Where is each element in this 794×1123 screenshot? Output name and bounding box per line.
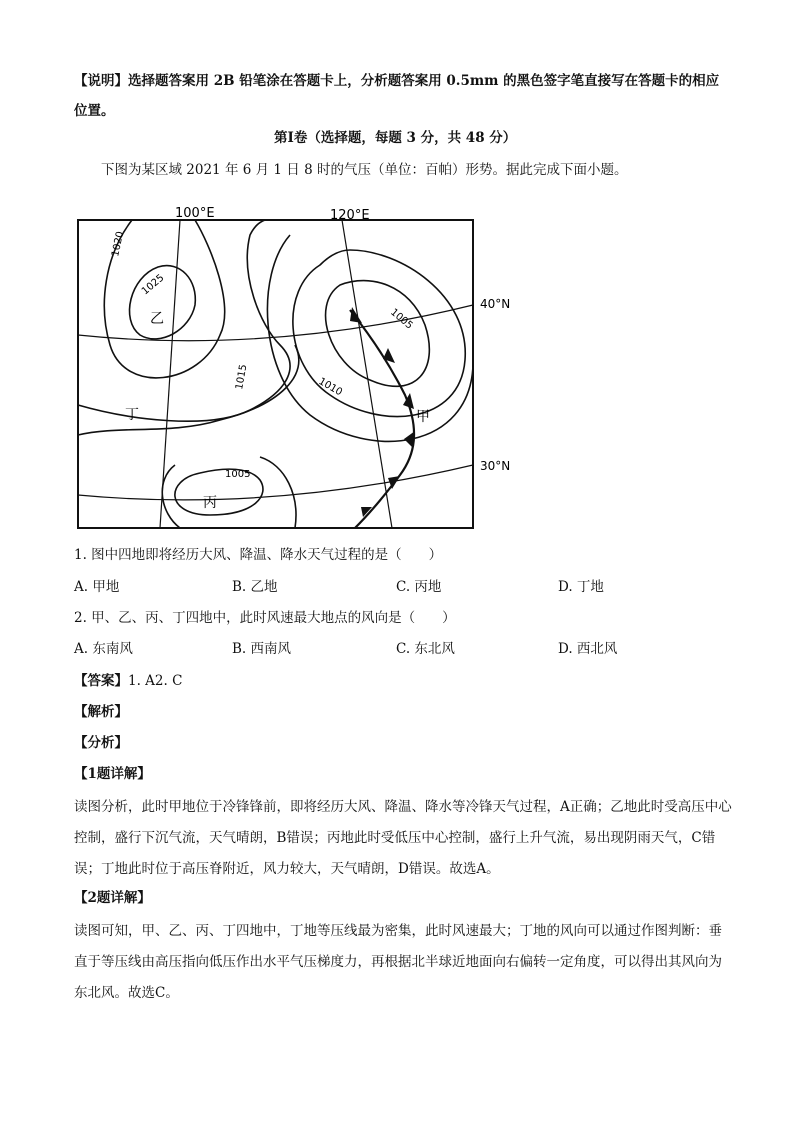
jiexi-heading: 【解析】 — [74, 704, 128, 720]
isobar-bing-outer-left — [162, 465, 180, 528]
pressure-map — [70, 195, 511, 535]
isobar-1015 — [78, 220, 290, 421]
answer-text: 1. A2. C — [128, 673, 183, 689]
place-jia: 甲 — [416, 409, 430, 425]
isobar-label: 1015 — [234, 363, 250, 391]
q1-option-c[interactable]: C. 丙地 — [396, 579, 442, 595]
detail-2-text: 读图可知，甲、乙、丙、丁四地中，丁地等压线最为密集，此时风速最大；丁地的风向可以通过作图判断：垂直于等压线由高压指向低压作出水平气压梯度力，再根据北半球近地面向右偏转一定角度，可以得出其风向为东北风。故选C。 — [74, 923, 722, 1001]
isobar-label: 1005 — [225, 469, 251, 480]
question-1-stem: 1. 图中四地即将经历大风、降温、降水天气过程的是（ ） — [74, 547, 443, 563]
q2-option-b[interactable]: B. 西南风 — [232, 641, 292, 657]
q1-option-b[interactable]: B. 乙地 — [232, 579, 278, 595]
isobar-label: 1020 — [110, 230, 127, 258]
instruction-note — [74, 66, 724, 126]
cold-front-line — [350, 310, 414, 528]
instruction-text: 【说明】选择题答案用 2B 铅笔涂在答题卡上，分析题答案用 0.5mm 的黑色签字笔直接写在答题卡的相应位置。 — [74, 73, 720, 119]
latitude-line-30n — [78, 465, 473, 500]
q2-option-a[interactable]: A. 东南风 — [74, 641, 133, 657]
q2-option-c[interactable]: C. 东北风 — [396, 641, 455, 657]
isobar-bing-outer-right — [260, 457, 296, 528]
q2-option-d[interactable]: D. 西北风 — [558, 641, 618, 657]
intro-text: 下图为某区域 2021 年 6 月 1 日 8 时的气压（单位：百帕）形势。据此完成下面小题。 — [101, 162, 628, 178]
detail-1-text: 读图分析，此时甲地位于冷锋锋前，即将经历大风、降温、降水等冷锋天气过程，A正确；乙地此时受高压中心控制，盛行下沉气流，天气晴朗，B错误；丙地此时受低压中心控制，盛行上升气流，易出现阴雨天气，C错误；丁地此时位于高压脊附近，风力较大，天气晴朗，D错误。故选A。 — [74, 799, 732, 877]
lat-label-40n: 40°N — [480, 297, 511, 311]
isobar-label: 1010 — [316, 376, 345, 399]
detail-1-heading: 【1题详解】 — [74, 766, 151, 782]
detail-2-heading: 【2题详解】 — [74, 890, 151, 906]
answer-label: 【答案】 — [74, 673, 128, 689]
answer-line — [74, 671, 182, 691]
lat-label-30n: 30°N — [480, 459, 511, 473]
fenxi-heading: 【分析】 — [74, 735, 128, 751]
q1-option-a[interactable]: A. 甲地 — [74, 579, 120, 595]
isobar-label: 1005 — [388, 306, 415, 332]
place-bing: 丙 — [203, 495, 217, 511]
isobar-label: 1025 — [139, 272, 167, 298]
isobar-1005-low — [326, 281, 430, 387]
meridian-120e — [342, 220, 392, 528]
place-yi: 乙 — [150, 311, 164, 327]
place-ding: 丁 — [125, 407, 139, 423]
lon-label-100e: 100°E — [175, 206, 215, 221]
lon-label-120e: 120°E — [330, 208, 370, 223]
q1-option-d[interactable]: D. 丁地 — [558, 579, 604, 595]
section-title: 第Ⅰ卷（选择题，每题 3 分，共 48 分） — [274, 130, 517, 146]
question-2-stem: 2. 甲、乙、丙、丁四地中，此时风速最大地点的风向是（ ） — [74, 610, 456, 626]
